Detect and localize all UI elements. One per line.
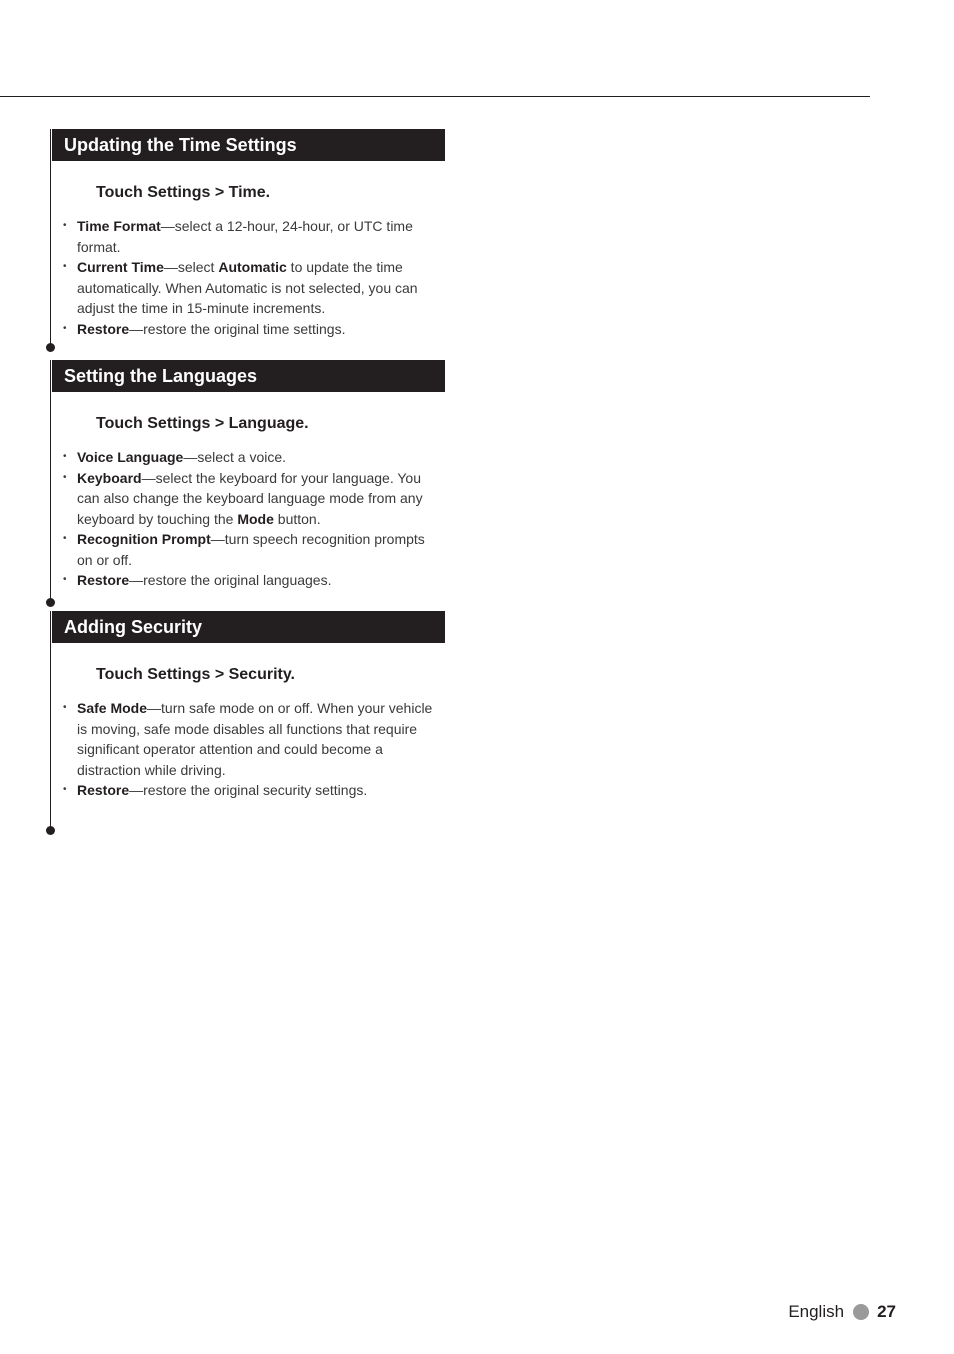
list-item <box>52 319 437 340</box>
item-term-inline: Automatic <box>218 259 287 275</box>
item-text: button. <box>273 510 321 527</box>
item-text: —restore the original time settings. <box>129 320 346 337</box>
section-security <box>52 611 445 801</box>
touch-instruction: Touch Settings > Language. <box>96 415 309 432</box>
item-term: Restore <box>77 782 130 798</box>
item-term: Recognition Prompt <box>77 531 211 547</box>
item-text: —select the keyboard for your language. You can also change the keyboard language mode from any keyboard by touching the <box>77 469 423 527</box>
touch-instruction: Touch Settings > Time. <box>96 184 271 201</box>
section-end-dot <box>46 598 55 607</box>
item-text: —select <box>163 259 219 275</box>
top-rule <box>0 96 870 97</box>
section-rule <box>50 360 51 602</box>
section-heading: Setting the Languages <box>52 360 445 392</box>
list-item <box>52 257 437 319</box>
item-text: —restore the original languages. <box>129 572 332 588</box>
item-text: to update the time automatically. When Automatic is not selected, you can adjust the time in 15-minute increments. <box>77 259 418 316</box>
section-languages <box>52 360 445 591</box>
section-heading: Updating the Time Settings <box>52 129 445 161</box>
settings-list <box>52 698 445 801</box>
item-text: —select a 12-hour, 24-hour, or UTC time format. <box>77 218 413 255</box>
item-term: Voice Language <box>77 449 184 465</box>
list-item <box>52 447 437 468</box>
section-rule <box>50 611 51 831</box>
item-text: —restore the original security settings. <box>129 782 368 798</box>
item-term-inline: Mode <box>237 510 274 527</box>
section-time-settings <box>52 129 445 339</box>
settings-list <box>52 447 445 591</box>
item-term: Safe Mode <box>77 700 148 716</box>
item-term: Keyboard <box>77 469 142 486</box>
touch-instruction: Touch Settings > Security. <box>96 666 295 683</box>
list-item <box>52 698 437 780</box>
section-end-dot <box>46 343 55 352</box>
footer-language: English <box>788 1302 845 1321</box>
item-text: —turn safe mode on or off. When your vehicle is moving, safe mode disables all functions that require significant operator attention and could become a distraction while driving. <box>77 700 433 778</box>
section-heading: Adding Security <box>52 611 445 643</box>
settings-list <box>52 216 445 339</box>
item-text: —turn speech recognition prompts on or off. <box>77 531 425 568</box>
circle-icon <box>853 1304 869 1320</box>
list-item <box>52 529 437 570</box>
item-term: Restore <box>77 320 130 337</box>
page-footer <box>788 1300 896 1324</box>
item-term: Current Time <box>77 259 164 275</box>
item-text: —select a voice. <box>183 449 287 465</box>
section-rule <box>50 129 51 348</box>
list-item <box>52 468 437 530</box>
list-item <box>52 780 437 801</box>
list-item <box>52 570 437 591</box>
item-term: Time Format <box>77 218 161 234</box>
item-term: Restore <box>77 572 130 588</box>
list-item <box>52 216 437 257</box>
section-end-dot <box>46 826 55 835</box>
page-number: 27 <box>877 1302 896 1321</box>
